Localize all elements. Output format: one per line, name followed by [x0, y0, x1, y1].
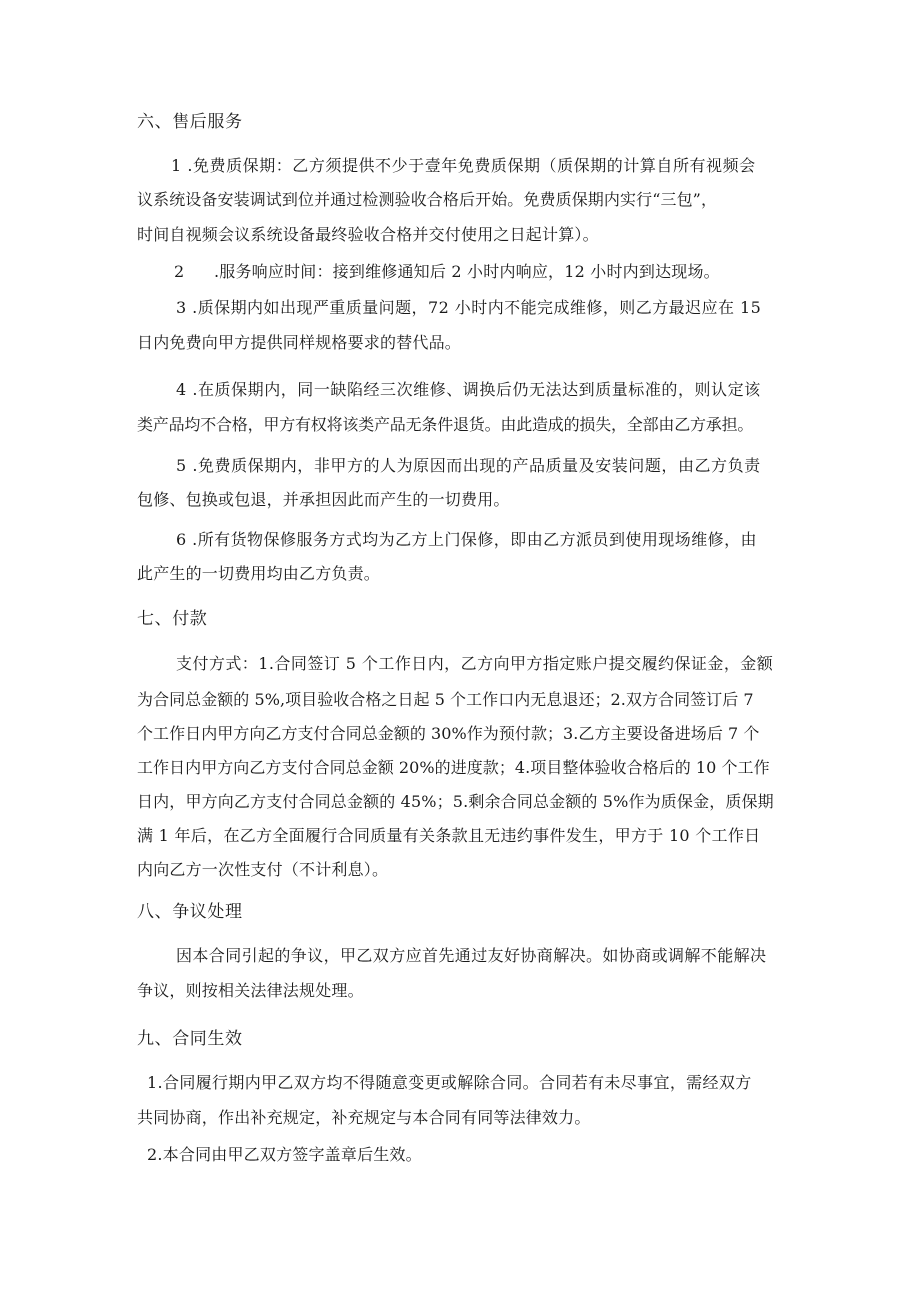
after-sales-item-6-line-1: 6 .所有货物保修服务方式均为乙方上门保修，即由乙方派员到使用现场维修，由: [176, 530, 758, 549]
after-sales-item-5-line-2: 包修、包换或包退，并承担因此而产生的一切费用。: [137, 490, 510, 509]
after-sales-item-2-number: 2: [174, 262, 185, 281]
effect-item-2-line-1: 2.本合同由甲乙双方签字盖章后生效。: [147, 1145, 422, 1164]
after-sales-item-3-line-1: 3 .质保期内如出现严重质量问题，72 小时内不能完成维修，则乙方最迟应在 15: [176, 298, 762, 317]
payment-line-6: 满 1 年后，在乙方全面履行合同质量有关条款且无违约事件发生，甲方于 10 个工作日: [137, 826, 761, 845]
after-sales-item-5-line-1: 5 .免费质保期内，非甲方的人为原因而出现的产品质量及安装问题，由乙方负责: [176, 456, 761, 475]
effect-item-1-line-2: 共同协商，作出补充规定，补充规定与本合同有同等法律效力。: [137, 1108, 591, 1127]
payment-line-3: 个工作日内甲方向乙方支付合同总金额的 30%作为预付款；3.乙方主要设备进场后 7 个: [137, 724, 760, 743]
payment-line-2: 为合同总金额的 5%,项目验收合格之日起 5 个工作口内无息退还；2.双方合同签订后 7: [137, 690, 754, 709]
effect-item-1-line-1: 1.合同履行期内甲乙双方均不得随意变更或解除合同。合同若有未尽事宜，需经双方: [147, 1073, 752, 1092]
payment-line-5: 日内，甲方向乙方支付合同总金额的 45%；5.剩余合同总金额的 5%作为质保金，质保期: [137, 792, 774, 811]
after-sales-item-1-line-1: 1 .免费质保期：乙方须提供不少于壹年免费质保期（质保期的计算自所有视频会: [171, 156, 756, 175]
dispute-line-1: 因本合同引起的争议，甲乙双方应首先通过友好协商解决。如协商或调解不能解决: [176, 946, 767, 965]
dispute-line-2: 争议，则按相关法律法规处理。: [137, 981, 364, 1000]
after-sales-item-3-line-2: 日内免费向甲方提供同样规格要求的替代品。: [137, 333, 462, 352]
payment-line-4: 工作日内甲方向乙方支付合同总金额 20%的进度款；4.项目整体验收合格后的 10 个工作: [137, 758, 770, 777]
section-heading-after-sales: 六、售后服务: [137, 112, 243, 132]
section-heading-dispute: 八、争议处理: [137, 902, 243, 922]
payment-line-7: 内向乙方一次性支付（不计利息）。: [137, 860, 389, 879]
after-sales-item-4-line-2: 类产品均不合格，甲方有权将该类产品无条件退货。由此造成的损失，全部由乙方承担。: [137, 415, 754, 434]
after-sales-item-2-line-1: .服务响应时间：接到维修通知后 2 小时内响应，12 小时内到达现场。: [214, 262, 720, 281]
after-sales-item-1-line-3: 时间自视频会议系统设备最终验收合格并交付使用之日起计算）。: [137, 225, 599, 244]
section-heading-effect: 九、合同生效: [137, 1029, 243, 1049]
section-heading-payment: 七、付款: [137, 609, 208, 629]
after-sales-item-1-line-2: 议系统设备安装调试到位并通过检测验收合格后开始。免费质保期内实行“三包”，: [137, 190, 718, 209]
after-sales-item-4-line-1: 4 .在质保期内，同一缺陷经三次维修、调换后仍无法达到质量标准的，则认定该: [176, 380, 761, 399]
after-sales-item-6-line-2: 此产生的一切费用均由乙方负责。: [137, 564, 381, 583]
payment-line-1: 支付方式：1.合同签订 5 个工作日内，乙方向甲方指定账户提交履约保证金，金额: [176, 654, 774, 673]
